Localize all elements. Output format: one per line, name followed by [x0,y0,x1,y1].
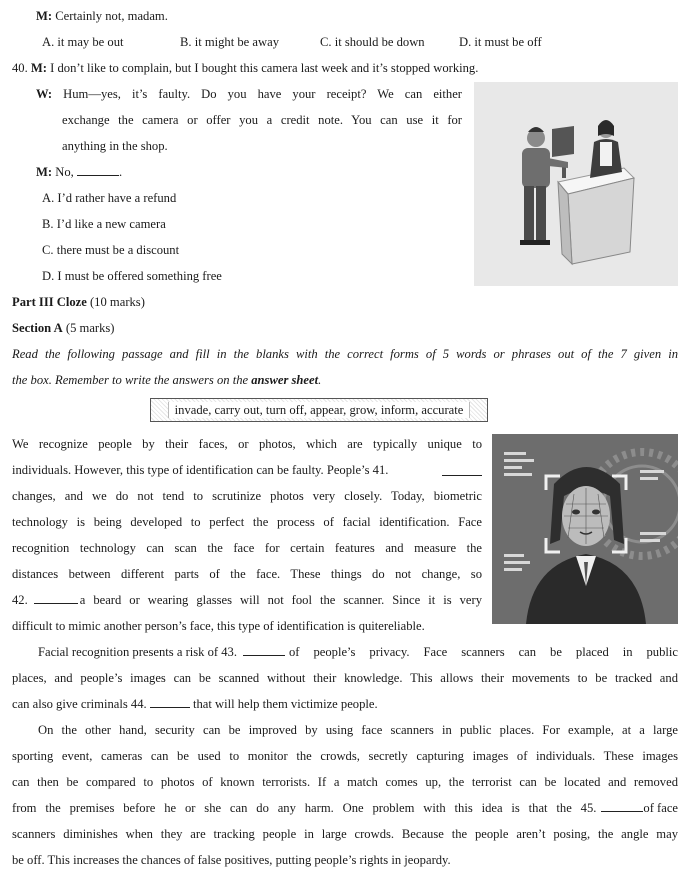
passage-line: can then be compared to photos of known terrorists. If a match comes up, the terrorist can be located and removed [12,775,678,789]
passage-line [12,462,482,478]
q40-woman-line-1 [36,86,462,102]
q40-option-a: A. I’d rather have a refund [42,191,177,205]
passage-line: scanners diminishes when they are tracking people in large crowds. Because the people aren’t posing, the angle may [12,827,678,841]
passage-line: We recognize people by their faces, or photos, which are typically unique to [12,437,482,451]
speaker-label: M: [30,61,47,75]
answer-sheet-emphasis: answer sheet [251,373,319,387]
passage-line [12,800,678,816]
dialogue-text: Certainly not, madam. [52,9,168,23]
face-recognition-illustration [492,434,678,624]
passage-line: places, and people’s images can be scanned without their knowledge. This allows their movements to be tracked and [12,671,678,685]
section-marks: (5 marks) [62,321,115,335]
q40-woman-line-3: anything in the shop. [62,139,168,153]
passage-line: changes, and we do not tend to scrutinize photos very closely. Today, biometric [12,489,482,503]
speaker-label: M: [36,9,53,23]
section-heading [12,320,115,336]
passage-line: distances between different parts of the face. These things do not change, so [12,567,482,581]
instructions-text: the box. Remember to write the answers on the [12,373,252,387]
passage-line: sporting event, cameras can be used to monitor the crowds, secretly capturing images of individuals. These images [12,749,678,763]
q40-woman-line-2: exchange the camera or offer you a credit note. You can use it for [62,113,462,127]
dialogue-end: . [118,165,123,179]
q40-option-d: D. I must be offered something free [42,269,222,283]
instructions-line-2 [12,372,321,388]
passage-text: from the premises before he or she can do any harm. One problem with this idea is that the 45. [12,801,597,815]
shop-counter-illustration [474,82,678,286]
answer-blank-41 [442,464,482,476]
answer-blank-44 [150,696,190,708]
q39-option-a: A. it may be out [42,35,124,49]
part-title: Part III Cloze [12,295,87,309]
passage-line: recognition technology can scan the face for certain features and measure the [12,541,482,555]
q39-option-c: C. it should be down [320,35,425,49]
passage-line [38,644,678,660]
part-heading [12,294,145,310]
passage-line [12,696,378,712]
answer-blank-43 [243,644,285,656]
passage-line: technology is being developed to perfect the process of facial identification. Face [12,515,482,529]
q40-man-line [12,60,478,76]
face-scan-icon [492,434,678,624]
q39-option-b: B. it might be away [180,35,279,49]
word-box [150,398,488,422]
instructions-line-1: Read the following passage and fill in the blanks with the correct forms of 5 words or phrases out of the 7 given in [12,347,678,361]
passage-text: a beard or wearing glasses will not fool the scanner. Since it is very [79,593,482,607]
speaker-label: W: [36,87,53,101]
instructions-end: . [318,373,322,387]
part-marks: (10 marks) [86,295,145,309]
shop-scene-icon [474,82,678,286]
passage-text: individuals. However, this type of identification can be faulty. People’s 41. [12,463,389,477]
q40-option-c: C. there must be a discount [42,243,180,257]
passage-text: of face [643,801,678,815]
dialogue-text: Hum—yes, it’s faulty. Do you have your receipt? We can either [52,87,462,101]
q40-option-b: B. I’d like a new camera [42,217,166,231]
passage-text: of people’s privacy. Face scanners can be placed in public [289,645,678,659]
blank-number: 42. [12,593,28,607]
answer-blank-45 [601,800,643,812]
word-box-list: invade, carry out, turn off, appear, grow, inform, accurate [168,402,471,418]
dialogue-text: I don’t like to complain, but I bought this camera last week and it’s stopped working. [47,61,479,75]
passage-line [12,592,482,608]
passage-text: can also give criminals 44. [12,697,147,711]
q39-option-d: D. it must be off [459,35,542,49]
passage-text: Facial recognition presents a risk of 43. [38,645,237,659]
answer-blank-42 [34,592,78,604]
passage-line: difficult to mimic another person’s face, this type of identification is quitereliable. [12,619,425,633]
speaker-label: M: [36,165,53,179]
answer-blank [77,164,119,176]
passage-line: be off. This increases the chances of false positives, putting people’s rights in jeopardy. [12,853,451,867]
q40-man-reply [36,164,122,180]
dialogue-text: No, [52,165,74,179]
passage-text: that will help them victimize people. [189,697,378,711]
q39-man-line [36,8,168,24]
section-title: Section A [12,321,63,335]
question-number: 40. [12,61,28,75]
passage-line: On the other hand, security can be improved by using face scanners in public places. For example, at a large [38,723,678,737]
